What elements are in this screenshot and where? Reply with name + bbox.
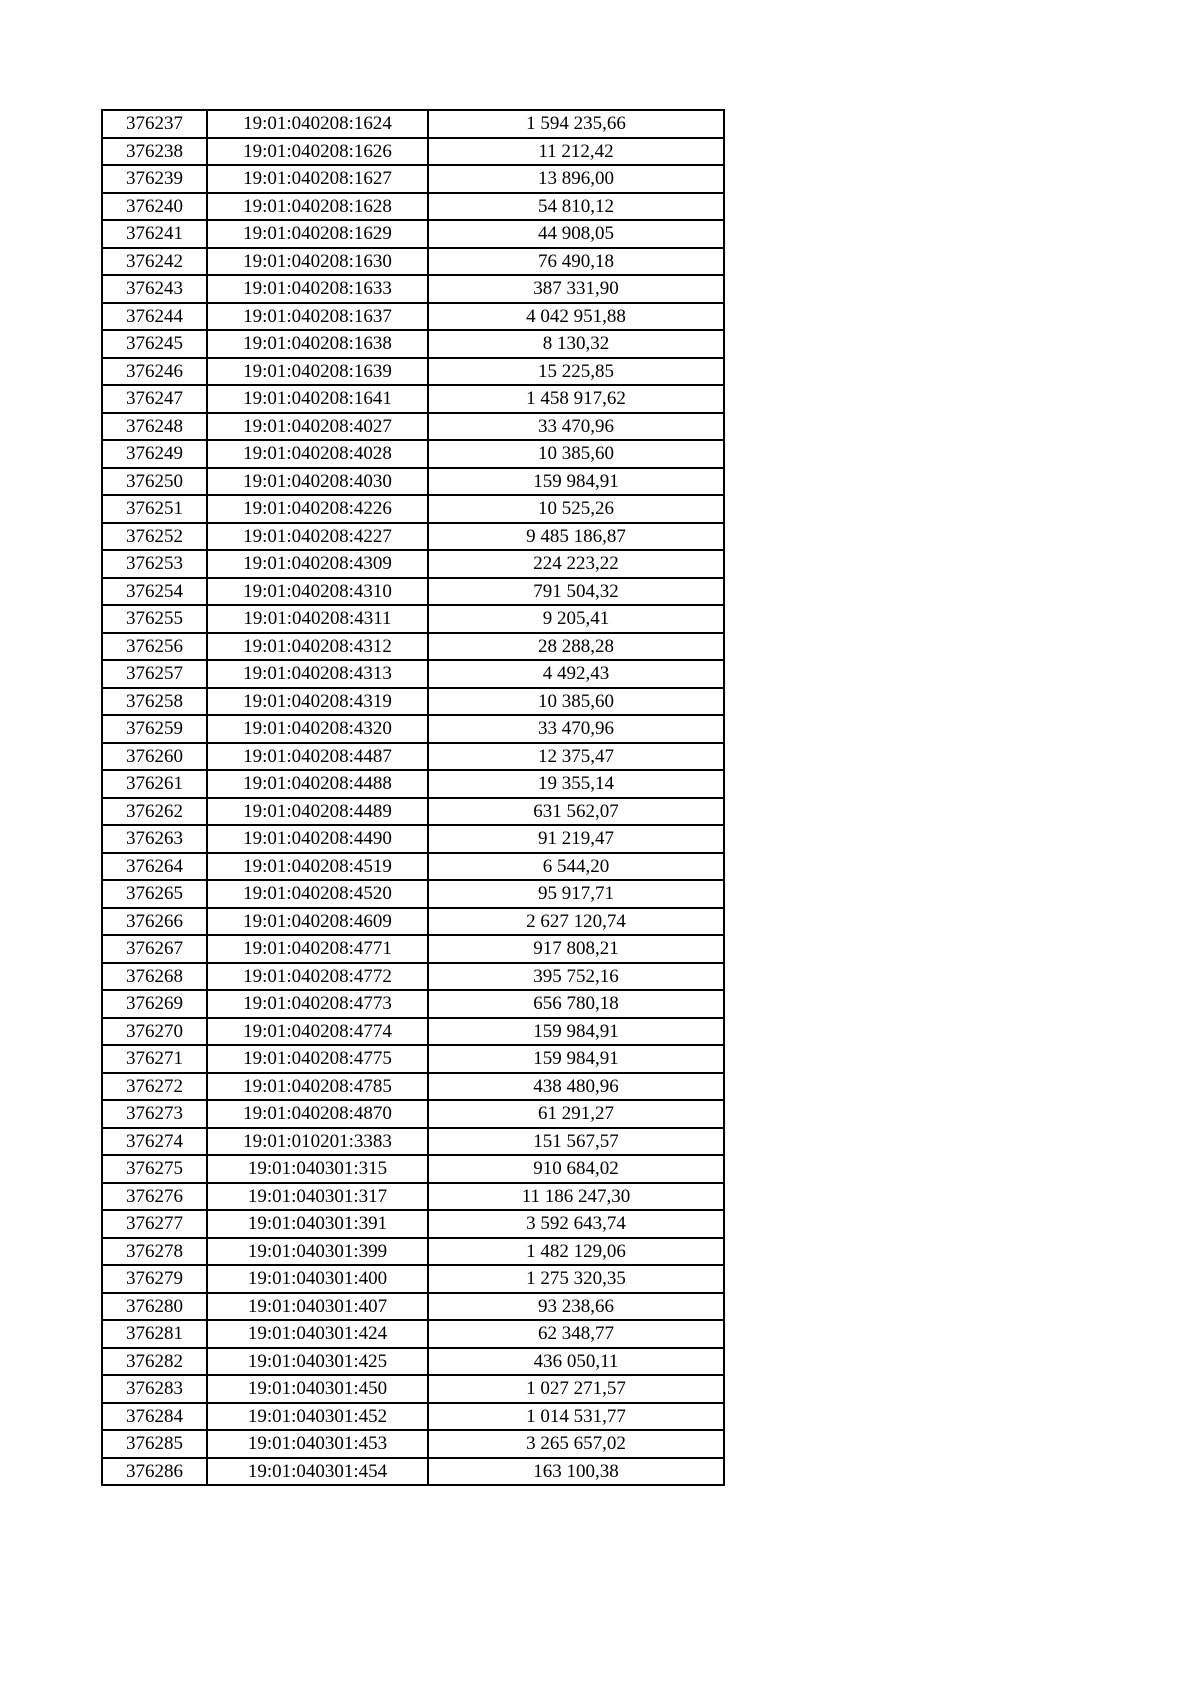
row-number-cell: 376242 <box>102 248 207 276</box>
cadastral-number-cell: 19:01:040208:1641 <box>207 385 428 413</box>
row-number-cell: 376278 <box>102 1238 207 1266</box>
row-number-cell: 376269 <box>102 990 207 1018</box>
row-number-cell: 376239 <box>102 165 207 193</box>
table-row <box>102 468 724 496</box>
cadastral-value-cell: 76 490,18 <box>428 248 724 276</box>
table-row <box>102 1265 724 1293</box>
table-row <box>102 1430 724 1458</box>
cadastral-value-cell: 12 375,47 <box>428 743 724 771</box>
cadastral-number-cell: 19:01:040301:453 <box>207 1430 428 1458</box>
cadastral-number-cell: 19:01:040208:4870 <box>207 1100 428 1128</box>
row-number-cell: 376282 <box>102 1348 207 1376</box>
cadastral-value-cell: 11 212,42 <box>428 138 724 166</box>
table-row <box>102 303 724 331</box>
table-row <box>102 385 724 413</box>
row-number-cell: 376260 <box>102 743 207 771</box>
cadastral-number-cell: 19:01:040208:4490 <box>207 825 428 853</box>
cadastral-number-cell: 19:01:040208:4320 <box>207 715 428 743</box>
cadastral-value-cell: 8 130,32 <box>428 330 724 358</box>
table-row <box>102 550 724 578</box>
cadastral-number-cell: 19:01:040208:4030 <box>207 468 428 496</box>
cadastral-value-cell: 9 205,41 <box>428 605 724 633</box>
table-row <box>102 358 724 386</box>
table-row <box>102 1155 724 1183</box>
table-row <box>102 110 724 138</box>
table-row <box>102 495 724 523</box>
row-number-cell: 376267 <box>102 935 207 963</box>
table-row <box>102 330 724 358</box>
cadastral-number-cell: 19:01:040208:4774 <box>207 1018 428 1046</box>
row-number-cell: 376264 <box>102 853 207 881</box>
table-row <box>102 1293 724 1321</box>
table-row <box>102 1458 724 1486</box>
cadastral-value-cell: 33 470,96 <box>428 413 724 441</box>
row-number-cell: 376283 <box>102 1375 207 1403</box>
table-row <box>102 770 724 798</box>
cadastral-value-cell: 4 042 951,88 <box>428 303 724 331</box>
row-number-cell: 376259 <box>102 715 207 743</box>
row-number-cell: 376252 <box>102 523 207 551</box>
cadastral-number-cell: 19:01:040208:4312 <box>207 633 428 661</box>
table-row <box>102 220 724 248</box>
cadastral-value-cell: 33 470,96 <box>428 715 724 743</box>
row-number-cell: 376253 <box>102 550 207 578</box>
cadastral-number-cell: 19:01:040301:452 <box>207 1403 428 1431</box>
table-row <box>102 935 724 963</box>
table-row <box>102 1375 724 1403</box>
cadastral-number-cell: 19:01:040208:4773 <box>207 990 428 1018</box>
cadastral-number-cell: 19:01:040208:1627 <box>207 165 428 193</box>
table-row <box>102 1045 724 1073</box>
cadastral-number-cell: 19:01:040208:4609 <box>207 908 428 936</box>
cadastral-value-cell: 4 492,43 <box>428 660 724 688</box>
row-number-cell: 376263 <box>102 825 207 853</box>
cadastral-number-cell: 19:01:040208:1628 <box>207 193 428 221</box>
cadastral-value-cell: 61 291,27 <box>428 1100 724 1128</box>
table-row <box>102 825 724 853</box>
cadastral-number-cell: 19:01:040301:425 <box>207 1348 428 1376</box>
row-number-cell: 376250 <box>102 468 207 496</box>
cadastral-value-cell: 791 504,32 <box>428 578 724 606</box>
cadastral-value-cell: 159 984,91 <box>428 1045 724 1073</box>
cadastral-value-cell: 163 100,38 <box>428 1458 724 1486</box>
cadastral-number-cell: 19:01:010201:3383 <box>207 1128 428 1156</box>
cadastral-value-cell: 91 219,47 <box>428 825 724 853</box>
cadastral-value-cell: 159 984,91 <box>428 468 724 496</box>
table-row <box>102 578 724 606</box>
row-number-cell: 376271 <box>102 1045 207 1073</box>
cadastral-value-cell: 9 485 186,87 <box>428 523 724 551</box>
table-row <box>102 660 724 688</box>
cadastral-value-cell: 159 984,91 <box>428 1018 724 1046</box>
row-number-cell: 376257 <box>102 660 207 688</box>
table-row <box>102 1320 724 1348</box>
cadastral-value-cell: 1 014 531,77 <box>428 1403 724 1431</box>
table-row <box>102 523 724 551</box>
row-number-cell: 376262 <box>102 798 207 826</box>
table-row <box>102 1128 724 1156</box>
cadastral-number-cell: 19:01:040301:407 <box>207 1293 428 1321</box>
cadastral-value-cell: 28 288,28 <box>428 633 724 661</box>
row-number-cell: 376256 <box>102 633 207 661</box>
cadastral-number-cell: 19:01:040208:4319 <box>207 688 428 716</box>
row-number-cell: 376266 <box>102 908 207 936</box>
row-number-cell: 376246 <box>102 358 207 386</box>
table-row <box>102 908 724 936</box>
table-row <box>102 248 724 276</box>
cadastral-value-cell: 6 544,20 <box>428 853 724 881</box>
row-number-cell: 376265 <box>102 880 207 908</box>
cadastral-number-cell: 19:01:040208:1630 <box>207 248 428 276</box>
cadastral-number-cell: 19:01:040208:4775 <box>207 1045 428 1073</box>
cadastral-value-cell: 1 458 917,62 <box>428 385 724 413</box>
row-number-cell: 376240 <box>102 193 207 221</box>
table-row <box>102 715 724 743</box>
table-row <box>102 853 724 881</box>
cadastral-number-cell: 19:01:040208:4310 <box>207 578 428 606</box>
table-row <box>102 1018 724 1046</box>
table-row <box>102 633 724 661</box>
cadastral-number-cell: 19:01:040208:1626 <box>207 138 428 166</box>
cadastral-value-cell: 10 385,60 <box>428 688 724 716</box>
row-number-cell: 376244 <box>102 303 207 331</box>
row-number-cell: 376284 <box>102 1403 207 1431</box>
cadastral-number-cell: 19:01:040208:4487 <box>207 743 428 771</box>
cadastral-value-cell: 11 186 247,30 <box>428 1183 724 1211</box>
table-row <box>102 193 724 221</box>
cadastral-value-cell: 436 050,11 <box>428 1348 724 1376</box>
table-row <box>102 605 724 633</box>
row-number-cell: 376237 <box>102 110 207 138</box>
cadastral-number-cell: 19:01:040301:399 <box>207 1238 428 1266</box>
cadastral-value-cell: 631 562,07 <box>428 798 724 826</box>
cadastral-number-cell: 19:01:040208:4027 <box>207 413 428 441</box>
table-row <box>102 165 724 193</box>
row-number-cell: 376254 <box>102 578 207 606</box>
row-number-cell: 376245 <box>102 330 207 358</box>
cadastral-number-cell: 19:01:040208:1639 <box>207 358 428 386</box>
cadastral-number-cell: 19:01:040208:4489 <box>207 798 428 826</box>
row-number-cell: 376273 <box>102 1100 207 1128</box>
cadastral-value-cell: 10 525,26 <box>428 495 724 523</box>
table-row <box>102 440 724 468</box>
row-number-cell: 376277 <box>102 1210 207 1238</box>
row-number-cell: 376258 <box>102 688 207 716</box>
cadastral-number-cell: 19:01:040208:4226 <box>207 495 428 523</box>
cadastral-value-cell: 224 223,22 <box>428 550 724 578</box>
table-row <box>102 688 724 716</box>
cadastral-value-cell: 1 482 129,06 <box>428 1238 724 1266</box>
row-number-cell: 376249 <box>102 440 207 468</box>
cadastral-value-cell: 1 594 235,66 <box>428 110 724 138</box>
cadastral-value-cell: 3 592 643,74 <box>428 1210 724 1238</box>
cadastral-value-cell: 151 567,57 <box>428 1128 724 1156</box>
row-number-cell: 376268 <box>102 963 207 991</box>
cadastral-value-cell: 10 385,60 <box>428 440 724 468</box>
cadastral-number-cell: 19:01:040301:315 <box>207 1155 428 1183</box>
table-row <box>102 1210 724 1238</box>
table-row <box>102 1073 724 1101</box>
cadastral-number-cell: 19:01:040208:1638 <box>207 330 428 358</box>
cadastral-value-cell: 438 480,96 <box>428 1073 724 1101</box>
table-body <box>102 110 724 1485</box>
cadastral-value-cell: 1 275 320,35 <box>428 1265 724 1293</box>
table-row <box>102 275 724 303</box>
table-row <box>102 1183 724 1211</box>
row-number-cell: 376286 <box>102 1458 207 1486</box>
cadastral-number-cell: 19:01:040301:424 <box>207 1320 428 1348</box>
cadastral-number-cell: 19:01:040208:1629 <box>207 220 428 248</box>
cadastral-value-cell: 387 331,90 <box>428 275 724 303</box>
row-number-cell: 376261 <box>102 770 207 798</box>
cadastral-number-cell: 19:01:040208:4771 <box>207 935 428 963</box>
row-number-cell: 376270 <box>102 1018 207 1046</box>
row-number-cell: 376243 <box>102 275 207 303</box>
cadastral-value-cell: 62 348,77 <box>428 1320 724 1348</box>
cadastral-number-cell: 19:01:040208:1624 <box>207 110 428 138</box>
cadastral-number-cell: 19:01:040301:317 <box>207 1183 428 1211</box>
row-number-cell: 376272 <box>102 1073 207 1101</box>
cadastral-value-cell: 15 225,85 <box>428 358 724 386</box>
row-number-cell: 376255 <box>102 605 207 633</box>
cadastral-number-cell: 19:01:040208:4028 <box>207 440 428 468</box>
row-number-cell: 376238 <box>102 138 207 166</box>
cadastral-value-table <box>101 109 725 1486</box>
cadastral-number-cell: 19:01:040208:4785 <box>207 1073 428 1101</box>
table-row <box>102 138 724 166</box>
cadastral-value-cell: 1 027 271,57 <box>428 1375 724 1403</box>
cadastral-number-cell: 19:01:040301:400 <box>207 1265 428 1293</box>
row-number-cell: 376285 <box>102 1430 207 1458</box>
table-row <box>102 1238 724 1266</box>
cadastral-number-cell: 19:01:040301:454 <box>207 1458 428 1486</box>
row-number-cell: 376247 <box>102 385 207 413</box>
table-row <box>102 990 724 1018</box>
cadastral-value-cell: 44 908,05 <box>428 220 724 248</box>
cadastral-value-cell: 54 810,12 <box>428 193 724 221</box>
table-row <box>102 880 724 908</box>
row-number-cell: 376248 <box>102 413 207 441</box>
cadastral-value-cell: 910 684,02 <box>428 1155 724 1183</box>
cadastral-number-cell: 19:01:040208:4311 <box>207 605 428 633</box>
cadastral-number-cell: 19:01:040208:1633 <box>207 275 428 303</box>
row-number-cell: 376241 <box>102 220 207 248</box>
row-number-cell: 376276 <box>102 1183 207 1211</box>
table-row <box>102 963 724 991</box>
row-number-cell: 376279 <box>102 1265 207 1293</box>
cadastral-value-cell: 656 780,18 <box>428 990 724 1018</box>
row-number-cell: 376274 <box>102 1128 207 1156</box>
cadastral-value-cell: 93 238,66 <box>428 1293 724 1321</box>
cadastral-number-cell: 19:01:040208:4519 <box>207 853 428 881</box>
cadastral-value-cell: 13 896,00 <box>428 165 724 193</box>
row-number-cell: 376281 <box>102 1320 207 1348</box>
cadastral-number-cell: 19:01:040208:4309 <box>207 550 428 578</box>
table-row <box>102 413 724 441</box>
cadastral-number-cell: 19:01:040208:4227 <box>207 523 428 551</box>
cadastral-value-cell: 19 355,14 <box>428 770 724 798</box>
table-row <box>102 798 724 826</box>
table-row <box>102 743 724 771</box>
table-row <box>102 1100 724 1128</box>
cadastral-number-cell: 19:01:040208:1637 <box>207 303 428 331</box>
row-number-cell: 376275 <box>102 1155 207 1183</box>
cadastral-value-cell: 2 627 120,74 <box>428 908 724 936</box>
row-number-cell: 376280 <box>102 1293 207 1321</box>
cadastral-number-cell: 19:01:040301:450 <box>207 1375 428 1403</box>
table-row <box>102 1403 724 1431</box>
cadastral-value-cell: 95 917,71 <box>428 880 724 908</box>
cadastral-value-cell: 395 752,16 <box>428 963 724 991</box>
row-number-cell: 376251 <box>102 495 207 523</box>
cadastral-number-cell: 19:01:040208:4772 <box>207 963 428 991</box>
table-row <box>102 1348 724 1376</box>
cadastral-number-cell: 19:01:040208:4520 <box>207 880 428 908</box>
cadastral-value-cell: 917 808,21 <box>428 935 724 963</box>
cadastral-number-cell: 19:01:040208:4488 <box>207 770 428 798</box>
cadastral-number-cell: 19:01:040301:391 <box>207 1210 428 1238</box>
cadastral-number-cell: 19:01:040208:4313 <box>207 660 428 688</box>
cadastral-value-cell: 3 265 657,02 <box>428 1430 724 1458</box>
